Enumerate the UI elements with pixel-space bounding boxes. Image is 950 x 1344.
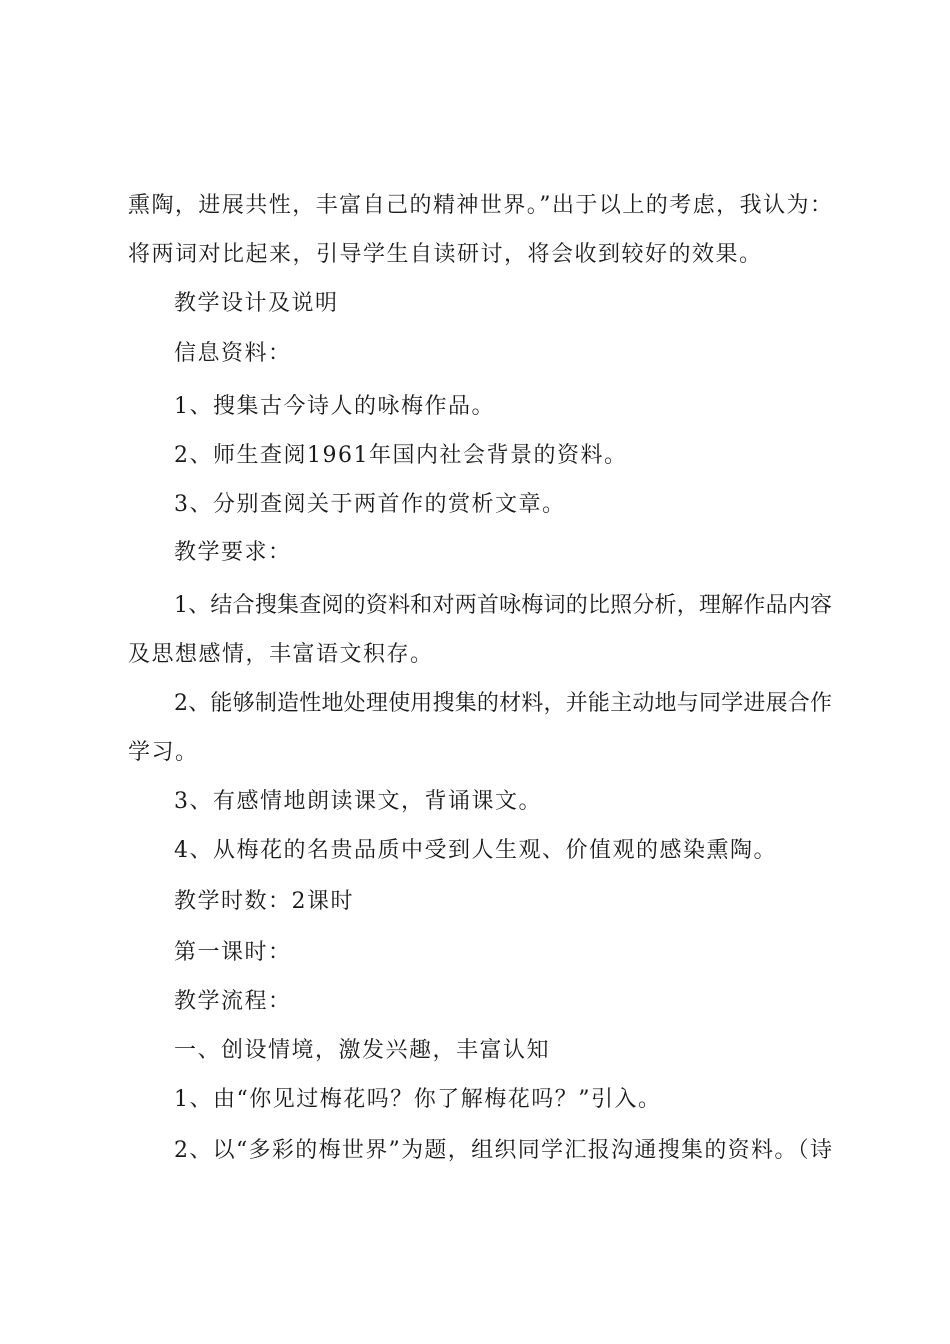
list-item: 3、有感情地朗读课文，背诵课文。 bbox=[174, 789, 542, 814]
section-heading: 第一课时： bbox=[174, 940, 292, 965]
list-item-continuation: 学习。 bbox=[128, 740, 199, 765]
section-heading: 教学要求： bbox=[174, 540, 292, 565]
list-item: 1、结合搜集查阅的资料和对两首咏梅词的比照分析，理解作品内容 bbox=[174, 593, 832, 618]
paragraph-line: 将两词对比起来，引导学生自读研讨，将会收到较好的效果。 bbox=[128, 242, 763, 267]
section-heading: 教学流程： bbox=[174, 989, 292, 1014]
list-item: 1、由“你见过梅花吗？你了解梅花吗？”引入。 bbox=[174, 1087, 662, 1112]
list-item: 3、分别查阅关于两首作的赏析文章。 bbox=[174, 492, 566, 517]
list-item: 2、师生查阅1961年国内社会背景的资料。 bbox=[174, 443, 628, 468]
list-item: 2、能够制造性地处理使用搜集的材料，并能主动地与同学进展合作 bbox=[174, 691, 832, 716]
section-heading: 教学时数：2课时 bbox=[174, 889, 354, 914]
section-heading: 教学设计及说明 bbox=[174, 291, 339, 316]
list-item-continuation: 及思想感情，丰富语文积存。 bbox=[128, 642, 434, 667]
list-item: 2、以“多彩的梅世界”为题，组织同学汇报沟通搜集的资料。（诗 bbox=[174, 1138, 832, 1163]
section-heading: 信息资料： bbox=[174, 341, 292, 366]
section-heading: 一、创设情境，激发兴趣，丰富认知 bbox=[174, 1038, 551, 1063]
list-item: 1、搜集古今诗人的咏梅作品。 bbox=[174, 394, 495, 419]
list-item: 4、从梅花的名贵品质中受到人生观、价值观的感染熏陶。 bbox=[174, 838, 777, 863]
paragraph-line: 熏陶，进展共性，丰富自己的精神世界。”出于以上的考虑，我认为： bbox=[128, 193, 832, 218]
